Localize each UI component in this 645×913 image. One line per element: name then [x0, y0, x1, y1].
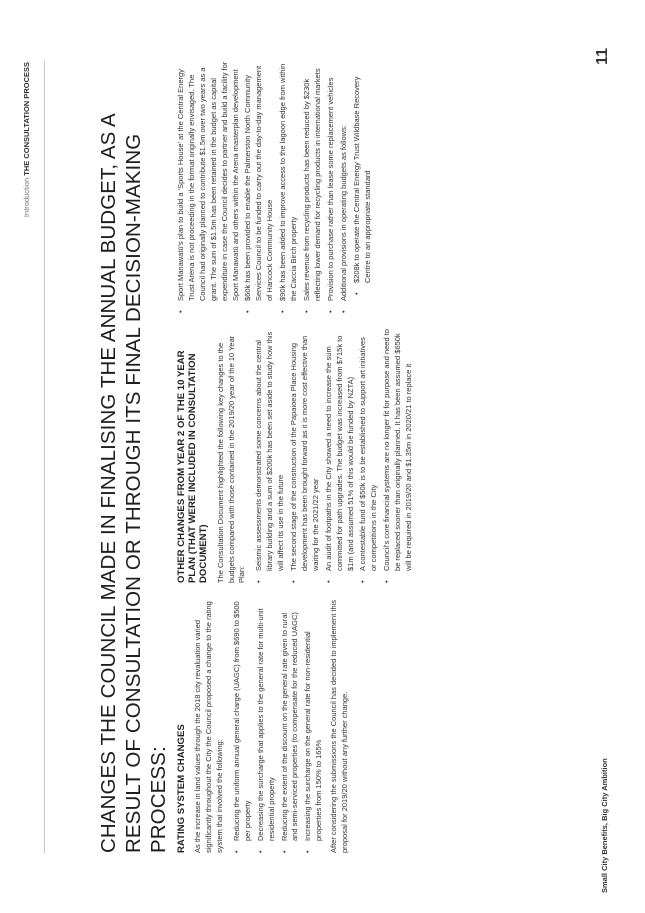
- col2-heading: OTHER CHANGES FROM YEAR 2 OF THE 10 YEAR PLAN (THAT WERE INCLUDED IN CONSULTATION DOCUMENT): [176, 350, 210, 583]
- list-item: • An audit of footpaths in the City showed a need to increase the sum committed for path upgrades. The budget was increased from $715k to $1m (and assumed 51% of this would be funded by NZTA): [324, 329, 357, 571]
- list-item: • Sales revenue from recycling products has been reduced by $230k reflecting lower demand for recycling products in international markets: [302, 59, 324, 301]
- col2-bullet-list: [254, 329, 415, 583]
- list-item: • The second stage of the construction of the Papaioea Place Housing development has been brought forward as it is more cost effective than waiting for the 2021/22 year: [289, 329, 322, 571]
- list-item: • Sport Manawatū's plan to build a 'Sports House' at the Central Energy Trust Arena is not proceeding in the format originally envisaged. The Council had originally planned to contribute $1.5m over two years as a grant. The sum of $1.5m has been retained in the budget as capital expenditure in case the Council decides to partner and build a facility for Sport Manawatū and others within the Arena masterplan development: [176, 59, 241, 301]
- col3-bullet-list: [176, 59, 373, 313]
- list-item: • Decreasing the surcharge that applies to the general rate for multi-unit residential property: [256, 599, 278, 841]
- column-other-changes: [176, 329, 419, 583]
- column-continued: [176, 59, 419, 313]
- list-item: • $60k has been provided to enable the Palmerston North Community Services Council to be funded to carry out the day-to-day management of Hancock Community House: [243, 59, 276, 301]
- running-header: [22, 62, 31, 217]
- footer-tagline: Small City Benefits, Big City Ambition: [600, 758, 609, 893]
- list-item: • Reducing the uniform annual general charge (UAGC) from $690 to $500 per property: [232, 599, 254, 841]
- header-rule: [44, 60, 45, 853]
- header-subsection: THE CONSULTATION PROCESS: [22, 62, 31, 176]
- col3-last-bullet-text: Additional provisions in operating budgets as follows:: [338, 125, 348, 301]
- list-item: • Reducing the extent of the discount on the general rate given to rural and semi-serviced properties (to compensate for the reduced UAGC): [280, 599, 302, 841]
- header-section: Introduction: [22, 177, 31, 218]
- col1-closing: After considering the submissions the Council has decided to implement this proposal for 2019/20 without any further change.: [329, 599, 350, 853]
- list-item: • Provision to purchase rather than lease some replacement vehicles: [326, 59, 337, 301]
- list-item: [339, 59, 374, 301]
- list-item: • Increasing the surcharge on the general rate for non-residential properties from 150% to 165%: [303, 599, 325, 841]
- list-item: • $90k has been added to improve access to the lagoon edge from within the Caccia Birch property: [278, 59, 300, 301]
- column-rating-changes: [176, 599, 419, 853]
- list-item: • $208k to operate the Central Energy Trust Wildbase Recovery Centre to an appropriate standard: [352, 59, 374, 283]
- content-columns: [176, 58, 419, 853]
- col1-heading: RATING SYSTEM CHANGES: [176, 724, 187, 853]
- list-item: • A contestable fund of $50k is to be established to support art initiatives or competitions in the City: [358, 329, 380, 571]
- col1-intro: As the increase in land values through the 2018 city revaluation varied significantly throughout the City the Council proposed a change to the rating system that involved the following:: [193, 601, 225, 853]
- page-number: 11: [594, 48, 611, 65]
- col3-sub-bullet-list: [352, 59, 374, 301]
- list-item: • Council's core financial systems are no longer fit for purpose and need to be replaced sooner than originally planned. It has been assumed $650k will be required in 2019/20 and $1.35m in 2020/21 to replace it: [382, 329, 415, 571]
- page-title: CHANGES THE COUNCIL MADE IN FINALISING THE ANNUAL BUDGET, AS A RESULT OF CONSULTATION OR THROUGH ITS FINAL DECISION-MAKING PROCESS:: [97, 114, 170, 853]
- col2-intro: The Consultation Document highlighted the following key changes to the budgets compared with those contained in the 2019/20 year of the 10 Year Plan:: [215, 335, 247, 583]
- list-item: • Seismic assessments demonstrated some concerns about the central library building and a sum of $200k has been set aside to study how this will affect its use in the future: [254, 329, 287, 571]
- col1-bullet-list: [232, 599, 325, 853]
